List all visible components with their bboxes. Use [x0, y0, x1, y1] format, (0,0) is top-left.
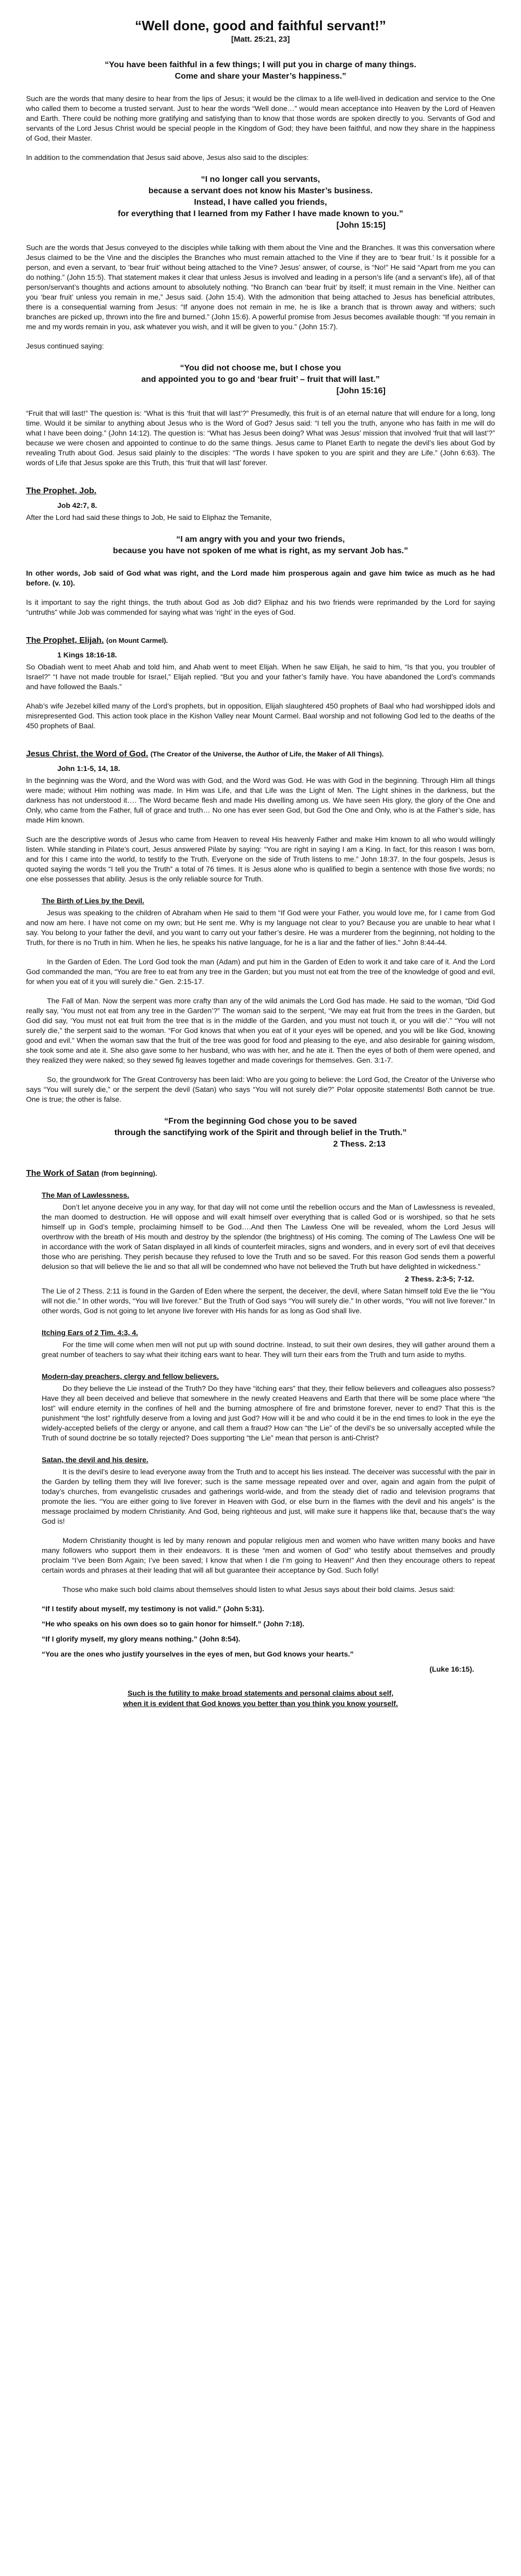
page-title: “Well done, good and faithful servant!”: [135, 18, 386, 33]
scripture-ref: 2 Thess. 2:3-5; 7-12.: [404, 1275, 474, 1283]
job-paragraph: In other words, Job said of God what was right, and the Lord made him prosperous again and gave him twice as much as he had before. (v. 10).: [26, 569, 495, 587]
section-heading-elijah: The Prophet, Elijah. (on Mount Carmel).: [26, 636, 168, 645]
closing-line: Such is the futility to make broad statements and personal claims about self,: [127, 1689, 394, 1697]
quote-reference: [John 15:15]: [336, 221, 386, 230]
chose-you-quote: [26, 363, 495, 397]
christ-paragraph: Such are the descriptive words of Jesus who came from Heaven to reveal His heavenly Father and make Him known to all who would willingly listen. While standing in Pilate’s court, Jesus answered Pilate by saying: “You are right in saying I am a King. In fact, for this reason I was born, and for this I came into the world, to testify to the Truth. Everyone on the side of Truth listens to me.” John 18:37. In the four gospels, Jesus is quoted saying the words “I tell you the Truth” a total of 76 times. It is Jesus alone who is qualified to begin a sentence with those five words; no one else possesses that ability. Jesus is the only reliable source for Truth.: [26, 835, 495, 883]
opening-quote: [26, 59, 495, 82]
quote-line: “You have been faithful in a few things; I will put you in charge of many things.: [105, 60, 416, 69]
lies-paragraph: In the Garden of Eden. The Lord God took the man (Adam) and put him in the Garden of Eden to work it and take care of it. And the Lord God commanded the man, “You are free to eat from any tree in the Garden; but you must not eat from the tree of the knowledge of good and evil, for when you eat of it you will surely die.” Gen. 2:15-17.: [26, 957, 495, 986]
scripture-ref: Job 42:7, 8.: [57, 501, 97, 509]
scripture-ref: John 1:1-5, 14, 18.: [57, 764, 120, 773]
friends-quote: [26, 174, 495, 231]
quote-line: “From the beginning God chose you to be saved: [164, 1117, 357, 1126]
intro-paragraph: In addition to the commendation that Jesus said above, Jesus also said to the disciples:: [26, 153, 309, 161]
subheading-birth-of-lies: The Birth of Lies by the Devil.: [42, 897, 144, 905]
section-heading-job: The Prophet, Job.: [26, 487, 97, 495]
quote-line: because a servant does not know his Master’s business.: [148, 186, 373, 195]
verse-line: “If I testify about myself, my testimony is not valid.” (John 5:31).: [42, 1604, 265, 1613]
quote-line: Instead, I have called you friends,: [194, 198, 327, 207]
christ-paragraph: In the beginning was the Word, and the Word was with God, and the Word was God. He was with God in the beginning. Through Him all things were made; without Him nothing was made. In Him was Life, and that Life was the Light of Men. The Light shines in the darkness, but the darkness has not understood it…. The Word became flesh and made His dwelling among us. We have seen His glory, the glory of the One and Only, who came from the Father, full of grace and truth… No one has ever seen God, but God the One and Only, who is at the Father’s side, has made Him known.: [26, 776, 495, 824]
elijah-paragraph: So Obadiah went to meet Ahab and told him, and Ahab went to meet Elijah. When he saw Elijah, he said to him, “Is that you, you troubler of Israel?” “I have not made trouble for Israel,” Elijah replied. “But you and your father’s family have. You have abandoned the Lord’s commands and have followed the Baals.”: [26, 663, 495, 691]
quote-line: Come and share your Master’s happiness.”: [175, 72, 346, 81]
elijah-paragraph: Ahab’s wife Jezebel killed many of the Lord’s prophets, but in opposition, Elijah slaughtered 450 prophets of Baal who had worshipped idols and misrepresented God. This action took place in the Kishon Valley near Mount Carmel. Baal worship and not following God led to the deaths of the 450 prophets of Baal.: [26, 702, 495, 730]
subheading-lawlessness: The Man of Lawlessness.: [42, 1191, 130, 1199]
verse-reference: (Luke 16:15).: [429, 1665, 474, 1673]
title-reference: [Matt. 25:21, 23]: [231, 35, 290, 44]
quote-line: because you have not spoken of me what is right, as my servant Job has.”: [113, 546, 408, 555]
job-paragraph: Is it important to say the right things, the truth about God as Job did? Eliphaz and his two friends were reprimanded by the Lord for saying “untruths” while Job was commended for saying what was ‘right’ in the eyes of God.: [26, 598, 495, 616]
quote-line: and appointed you to go and ‘bear fruit’ – fruit that will last.”: [141, 375, 380, 384]
closing-verses: [26, 1604, 495, 1674]
satan-paragraph: Don’t let anyone deceive you in any way, for that day will not come until the rebellion occurs and the Man of Lawlessness is revealed, the man doomed to destruction. He will oppose and will exalt himself over everything that is called God or is worshiped, so that he sets himself up in God’s temple, proclaiming himself to be God….And then The Lawless One will be revealed, whom the Lord Jesus will overthrow with the breath of His mouth and destroy by the splendor (the brightness) of His coming. The coming of The Lawless One will be in accordance with the work of Satan displayed in all kinds of counterfeit miracles, signs and wonders, and in every sort of evil that deceives those who are perishing. They perish because they refused to love the Truth and so be saved. For this reason God sends them a powerful delusion so that will believe the lie and so that all will be condemned who have not believed the Truth but have delighted in wickedness.”: [42, 1203, 495, 1271]
quote-reference: [John 15:16]: [336, 387, 386, 395]
quote-line: “I am angry with you and your two friends,: [176, 535, 345, 544]
lies-paragraph: Jesus was speaking to the children of Abraham when He said to them “If God were your Father, you would love me, for I came from God and now am here. I have not come on my own; but He sent me. Why is my language not clear to you? Because you are unable to hear what I say. You belong to your father the devil, and you want to carry out your father’s desire. He was a murderer from the beginning, not holding to the Truth, for there is no Truth in him. When he lies, he speaks his native language, for he is a liar and the father of lies.” John 8:44-44.: [26, 909, 495, 947]
section-heading-satan: The Work of Satan (from beginning).: [26, 1169, 157, 1178]
subheading-satan-desire: Satan, the devil and his desire.: [42, 1455, 148, 1464]
satan-paragraph: For the time will come when men will not put up with sound doctrine. Instead, to suit their own desires, they will gather around them a great number of teachers to say what their itching ears want to hear. They will turn their ears from the Truth and turn aside to myths.: [42, 1340, 495, 1359]
verse-line: “He who speaks on his own does so to gain honor for himself.” (John 7:18).: [42, 1620, 305, 1628]
quote-line: for everything that I learned from my Father I have made known to you.”: [118, 209, 403, 218]
quote-line: “I no longer call you servants,: [201, 175, 320, 184]
verse-line: “If I glorify myself, my glory means nothing.” (John 8:54).: [42, 1635, 241, 1643]
job-paragraph: After the Lord had said these things to Job, He said to Eliphaz the Temanite,: [26, 513, 272, 521]
section-heading-christ: Jesus Christ, the Word of God. (The Creator of the Universe, the Author of Life, the Maker of All Things).: [26, 750, 384, 758]
subheading-itching-ears: Itching Ears of 2 Tim. 4:3, 4.: [42, 1328, 138, 1337]
lies-paragraph: So, the groundwork for The Great Controversy has been laid: Who are you going to believe: the Lord God, the Creator of the Universe who says “You will surely die,” or the serpent the devil (Satan) who says “You will not surely die?” Polar opposite statements! Both cannot be true. One is true; the other is false.: [26, 1075, 495, 1103]
satan-paragraph: The Lie of 2 Thess. 2:11 is found in the Garden of Eden where the serpent, the deceiver, the devil, where Satan himself told Eve the lie “You will not die.” In other words, “You will live forever.” But the Truth of God says “You will surely die.” In other words, “You will not live forever.” In other words, God is not going to let anyone live forever with His hands for as long as God shall live.: [42, 1287, 495, 1315]
satan-paragraph: Those who make such bold claims about themselves should listen to what Jesus says about their bold claims. Jesus said:: [63, 1585, 455, 1594]
quote-line: through the sanctifying work of the Spirit and through belief in the Truth.”: [114, 1128, 407, 1137]
saved-quote: [26, 1116, 495, 1150]
scripture-ref: 1 Kings 18:16-18.: [57, 651, 117, 659]
satan-paragraph: Modern Christianity thought is led by many renown and popular religious men and women who have written many books and have many followers who support them in their endeavors. It is these “men and women of God” who testify about themselves and proudly proclaim “I’ve been Born Again; I’ve been saved; I know that when I die I’m going to Heaven!” And then they encourage others to repeat certain words and phrases at their leading that will all but guarantee their acceptance by God. Such folly!: [42, 1536, 495, 1574]
quote-line: “You did not choose me, but I chose you: [180, 364, 341, 372]
lies-paragraph: The Fall of Man. Now the serpent was more crafty than any of the wild animals the Lord God has made. He said to the woman, “Did God really say, ‘You must not eat from any tree in the Garden’?” The woman said to the serpent, “We may eat fruit from the trees in the Garden, but God did say, ‘You must not eat fruit from the tree that is in the middle of the Garden, and you must not touch it, or you will die’.” “You will not surely die,” the serpent said to the woman. “For God knows that when you eat of it your eyes will be opened, and you will be like God, knowing good and evil.” When the woman saw that the fruit of the tree was good for food and pleasing to the eye, and also desirable for gaining wisdom, she took some and ate it. She also gave some to her husband, who was with her, and he ate it. Then the eyes of both of them were opened, and they realized they were naked; so they sewed fig leaves together and made coverings for themselves. Gen. 3:1-7.: [26, 997, 495, 1064]
quote-reference: 2 Thess. 2:13: [333, 1140, 386, 1149]
satan-paragraph: Do they believe the Lie instead of the Truth? Do they have “itching ears” that they, their fellow believers and colleagues also possess? Have they all been deceived and believe that somewhere in the newly created Heavens and Earth that there will be some place where “the lost” will endure eternity in the confines of hell and the burning atmosphere of fire and brimstone forever, never to end? That this is the punishment “the lost” rightfully deserve from a loving and just God? How will it be and who could it be in the end times to look in the eye the widely-accepted beliefs of the clergy or anyone, and call them a fraud? How can “the Lie” of the devil’s be so universally accepted while the Truth of sound doctrine be so totally rejected? Does supporting “the Lie” mean that person is anti-Christ?: [42, 1384, 495, 1442]
vine-paragraph: Such are the words that Jesus conveyed to the disciples while talking with them about the Vine and the Branches. It was this conversation where Jesus claimed to be the Vine and the disciples the Branches who must remain attached to the Vine if they are to ‘bear fruit.’ Is it possible for a person, and even a servant, to ‘bear fruit’ without being attached to the Vine? Jesus’ answer, of course, is “No!” He said “Apart from me you can do nothing.” (John 15:5). That statement makes it clear that unless Jesus is involved and leading in a person’s life (and a servant’s life), all of that person/servant’s thoughts and actions amount to absolutely nothing. “No Branch can ‘bear fruit’ by itself; it must remain in the Vine. Neither can you ‘bear fruit’ unless you remain in me,” Jesus said. (John 15:4). With the admonition that being attached to Jesus has beneficial attributes, there is a consequential warning from Jesus: “If anyone does not remain in me, he is like a branch that is thrown away and withers; such branches are picked up, thrown into the fire and burned.” (John 15:6). A powerful promise from Jesus becomes available though: “If you remain in me and my words remain in you, ask whatever you wish, and it will be given to you.” (John 15:7).: [26, 243, 495, 331]
vine-paragraph: Jesus continued saying:: [26, 342, 104, 350]
verse-line: “You are the ones who justify yourselves in the eyes of men, but God knows your hearts.”: [42, 1650, 354, 1658]
fruit-paragraph: “Fruit that will last!” The question is: “What is this ‘fruit that will last’?” Presumedly, this fruit is of an eternal nature that will endure for a long, long time. Would it be similar to anything about Jesus who is the Word of God? Jesus said: “I tell you the truth, anyone who has faith in me will do what I have been doing.” (John 14:12). The question is: “What has Jesus been doing? What was Jesus’ mission that involved ‘fruit that will last’?” because we were chosen and appointed to continue to do the same things. Jesus came to Planet Earth to negate the devil’s lies about God by revealing Truth about God. Jesus said plainly to the disciples: “The words I have spoken to you are spirit and they are Life.” (John 6:63). The words of Life that Jesus spoke are this Truth, this ‘fruit that will last’ forever.: [26, 409, 495, 467]
job-quote: [26, 534, 495, 557]
subheading-modern-preachers: Modern-day preachers, clergy and fellow believers.: [42, 1372, 219, 1380]
intro-paragraph: Such are the words that many desire to hear from the lips of Jesus; it would be the climax to a life well-lived in dedication and service to the One who called them to become a trusted servant. Just to hear the words “Well done…” would mean acceptance into Heaven by the Lord of Heaven and Earth. There could be nothing more gratifying and satisfying than to know that those words are spoken directly to you. Servants of God and servants of the Lord Jesus Christ would be special people in the Kingdom of God; they have been faithful, and now they share in the happiness of God, their Master.: [26, 94, 495, 142]
closing-line: when it is evident that God knows you better than you think you know yourself.: [123, 1699, 398, 1708]
closing-statement: [26, 1688, 495, 1709]
satan-paragraph: It is the devil’s desire to lead everyone away from the Truth and to accept his lies instead. The deceiver was successful with the pair in the Garden by telling them they will live forever; such is the same message repeated over and over, again and again from the pulpit of today’s churches, from evangelistic crusades and gatherings world-wide, and from the steady diet of radio and television programs that promote the lies. “You are either going to live forever in Heaven with God, or else burn in the flames with the devil and his angels” is the message proclaimed by modern Christianity. And God, being righteous and just, will make sure it happens like that, because that’s the way God is!: [42, 1467, 495, 1525]
